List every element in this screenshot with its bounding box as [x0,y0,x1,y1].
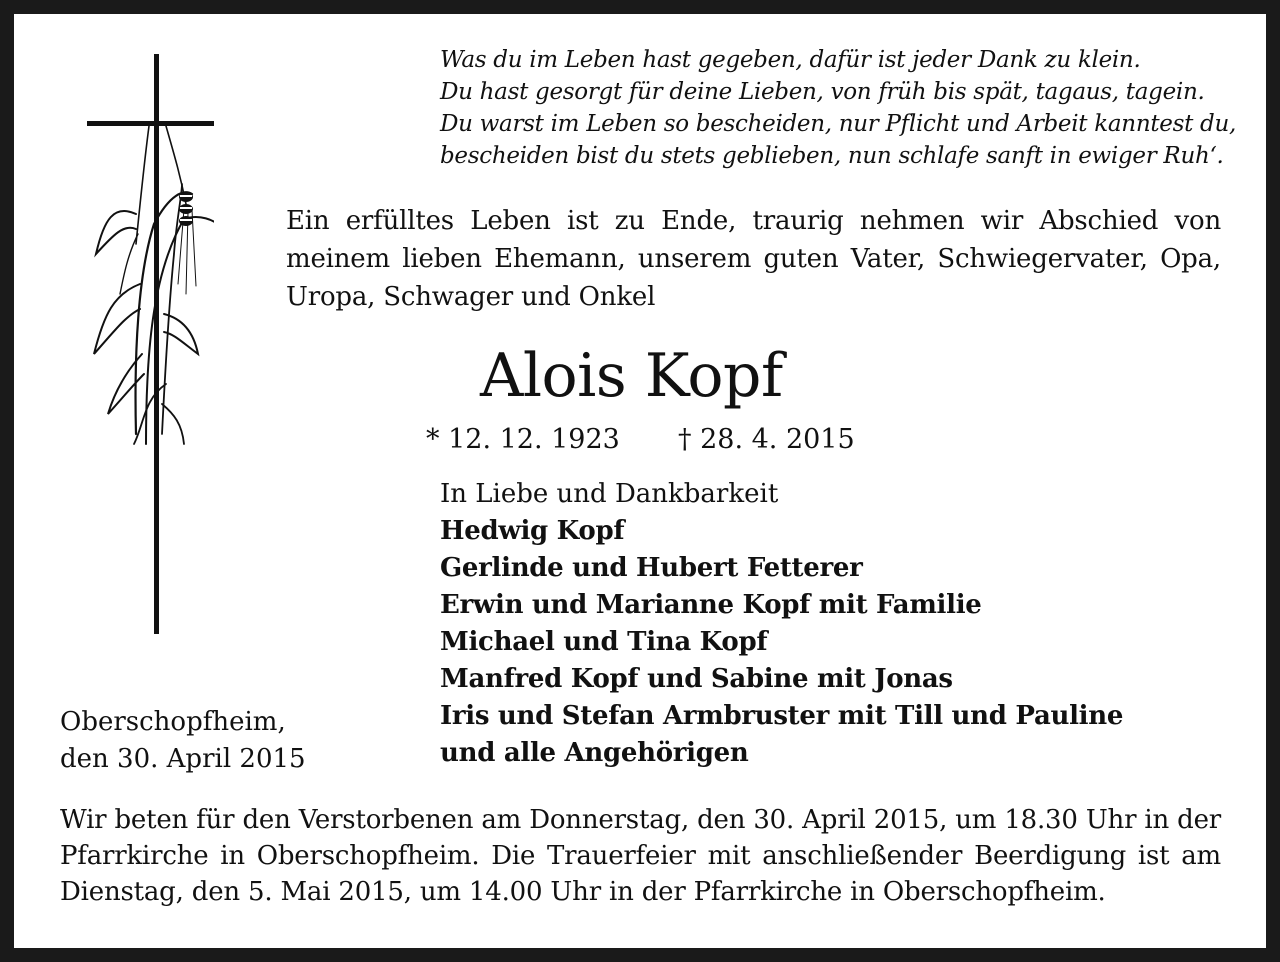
intro-text: Ein erfülltes Leben ist zu Ende, traurig nehmen wir Abschied von meinem lieben Ehemann, unserem guten Vater, Schwiegervater, Opa, Uropa, Schwager und Onkel [286,206,1221,312]
dedication-line: In Liebe und Dankbarkeit [440,479,779,509]
mourner-entry: Iris und Stefan Armbruster mit Till und Pauline [440,701,1124,731]
place-town: Oberschopfheim, [60,707,286,737]
mourner-entry: Manfred Kopf und Sabine mit Jonas [440,664,953,694]
place-and-date [60,704,306,778]
deceased-name: Alois Kopf [480,341,783,411]
poem [440,44,1240,172]
death-date: † 28. 4. 2015 [678,424,855,455]
mourners-list [440,476,1240,772]
mourner-entry: Hedwig Kopf [440,516,625,546]
obituary-notice [14,14,1266,948]
poem-line: Du hast gesorgt für deine Lieben, von früh bis spät, tagaus, tagein. [440,79,1205,105]
poem-line: Was du im Leben hast gegeben, dafür ist jeder Dank zu klein. [440,47,1141,73]
mourner-entry: und alle Angehörigen [440,738,749,768]
service-information: Wir beten für den Verstorbenen am Donnerstag, den 30. April 2015, um 18.30 Uhr in der Pfarrkirche in Oberschopfheim. Die Trauerfeier mit anschließender Beerdigung ist am Dienstag, den 5. Mai 2015, um 14.00 Uhr in der Pfarrkirche in Oberschopfheim. [60,805,1221,907]
mourner-entry: Gerlinde und Hubert Fetterer [440,553,863,583]
cross-with-wheat-icon [74,54,214,654]
place-date: den 30. April 2015 [60,744,306,774]
mourner-entry: Erwin und Marianne Kopf mit Familie [440,590,982,620]
poem-line: bescheiden bist du stets geblieben, nun schlafe sanft in ewiger Ruh‘. [440,143,1224,169]
birth-date: * 12. 12. 1923 [426,424,620,455]
mourner-entry: Michael und Tina Kopf [440,627,768,657]
poem-line: Du warst im Leben so bescheiden, nur Pflicht und Arbeit kanntest du, [440,111,1236,137]
